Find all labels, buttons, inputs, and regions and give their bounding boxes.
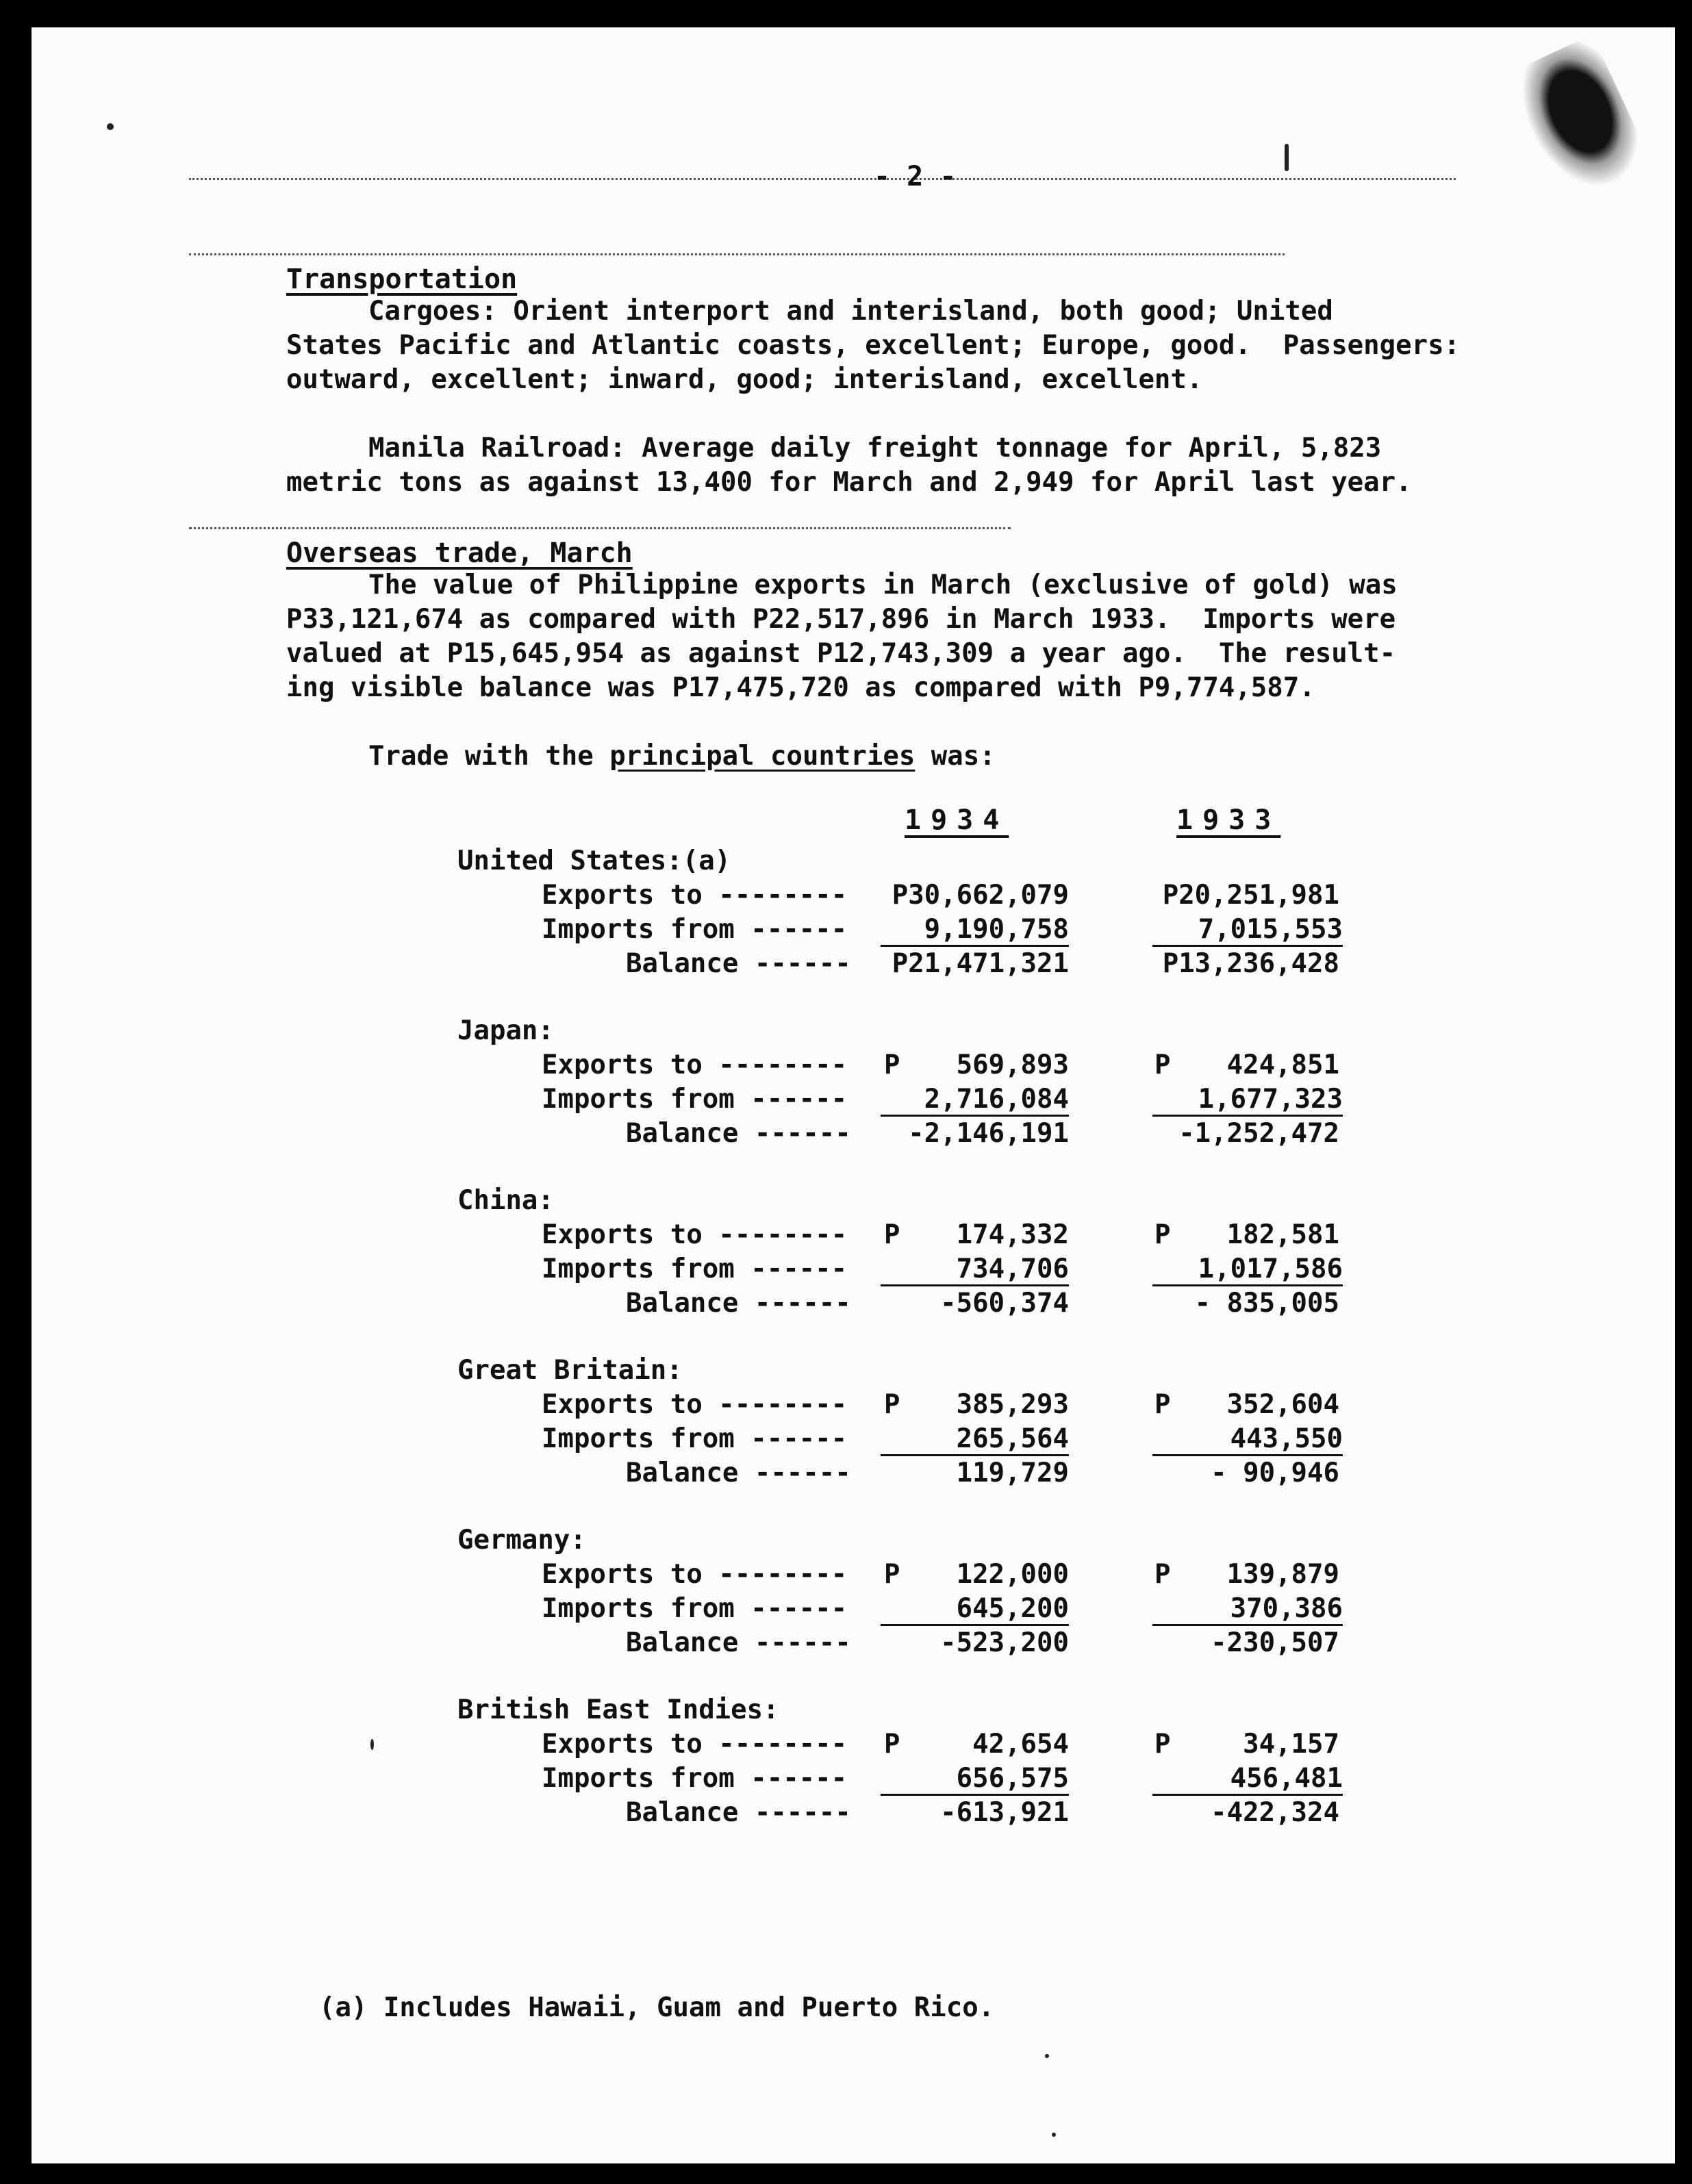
peso-sign-1933: P: [1154, 1389, 1171, 1420]
imports-1933: 1,677,323: [1152, 1084, 1343, 1117]
imports-label: Imports from ------: [542, 1084, 848, 1115]
peso-sign-1934: P: [884, 1729, 900, 1760]
cargoes-label: Cargoes:: [368, 296, 497, 327]
balance-label: Balance ------: [626, 1627, 851, 1658]
trade-intro-underlined: principal countries: [609, 741, 916, 772]
imports-1933: 370,386: [1152, 1593, 1343, 1626]
balance-label: Balance ------: [626, 1458, 851, 1488]
balance-label: Balance ------: [626, 1118, 851, 1149]
exports-1933: 139,879: [1226, 1559, 1339, 1590]
imports-1933: 456,481: [1152, 1763, 1343, 1796]
peso-sign-1934: P: [884, 1559, 900, 1590]
exports-1934: 174,332: [956, 1219, 1069, 1250]
overseas-line-1: The value of Philippine exports in March (exclusive of gold) was: [368, 570, 1398, 600]
imports-label: Imports from ------: [542, 1593, 848, 1624]
bleed-through-rule: [189, 253, 1285, 255]
railroad-line-1: Manila Railroad: Average daily freight tonnage for April, 5,823: [368, 433, 1382, 464]
balance-1934: P21,471,321: [892, 948, 1069, 979]
exports-1934: 385,293: [956, 1389, 1069, 1420]
balance-1934: -613,921: [940, 1797, 1069, 1828]
exports-1933: 424,851: [1226, 1050, 1339, 1080]
exports-1933: 352,604: [1226, 1389, 1339, 1420]
balance-1934: -523,200: [940, 1627, 1069, 1658]
balance-1933: -230,507: [1211, 1627, 1339, 1658]
exports-label: Exports to --------: [542, 1729, 848, 1760]
speck: [1285, 144, 1289, 171]
exports-1934: 569,893: [956, 1050, 1069, 1080]
country-name: Germany:: [457, 1525, 586, 1556]
speck: [107, 123, 114, 130]
balance-1933: - 90,946: [1211, 1458, 1339, 1488]
peso-sign-1934: P: [884, 1050, 900, 1080]
peso-sign-1933: P: [1154, 1219, 1171, 1250]
exports-label: Exports to --------: [542, 1559, 848, 1590]
exports-1933: 182,581: [1226, 1219, 1339, 1250]
cargoes-line-2: States Pacific and Atlantic coasts, excellent; Europe, good. Passengers:: [286, 330, 1461, 361]
balance-1933: -422,324: [1211, 1797, 1339, 1828]
imports-1934: 645,200: [881, 1593, 1069, 1626]
peso-sign-1933: P: [1154, 1050, 1171, 1080]
peso-sign-1933: P: [1154, 1729, 1171, 1760]
imports-label: Imports from ------: [542, 1423, 848, 1454]
balance-1934: -2,146,191: [908, 1118, 1069, 1149]
trade-intro-pre: Trade with the: [368, 741, 610, 772]
footnote: (a) Includes Hawaii, Guam and Puerto Rico.: [319, 1992, 995, 2023]
exports-label: Exports to --------: [542, 1219, 848, 1250]
exports-label: Exports to --------: [542, 880, 848, 911]
peso-sign-1933: P: [1154, 1559, 1171, 1590]
overseas-heading: Overseas trade, March: [286, 537, 633, 569]
imports-1933: 1,017,586: [1152, 1254, 1343, 1286]
cargoes-text: Orient interport and interisland, both good; United: [496, 296, 1333, 327]
imports-1934: 9,190,758: [881, 914, 1069, 947]
exports-1933: P20,251,981: [1162, 880, 1339, 911]
balance-label: Balance ------: [626, 948, 851, 979]
country-name: China:: [457, 1185, 554, 1216]
overseas-line-4: ing visible balance was P17,475,720 as compared with P9,774,587.: [286, 672, 1315, 703]
cargoes-line-3: outward, excellent; inward, good; interisland, excellent.: [286, 364, 1203, 395]
imports-1933: 443,550: [1152, 1423, 1343, 1456]
imports-1933: 7,015,553: [1152, 914, 1343, 947]
balance-1933: - 835,005: [1194, 1288, 1339, 1319]
balance-1934: -560,374: [940, 1288, 1069, 1319]
speck: [370, 1739, 374, 1750]
imports-label: Imports from ------: [542, 914, 848, 945]
transportation-heading: Transportation: [286, 264, 518, 295]
exports-1934: P30,662,079: [892, 880, 1069, 911]
bleed-through-rule: [189, 178, 1456, 180]
exports-label: Exports to --------: [542, 1389, 848, 1420]
imports-label: Imports from ------: [542, 1254, 848, 1284]
page-number: - 2 -: [874, 161, 957, 192]
balance-1934: 119,729: [956, 1458, 1069, 1488]
balance-label: Balance ------: [626, 1797, 851, 1828]
exports-label: Exports to --------: [542, 1050, 848, 1080]
bleed-through-rule: [189, 527, 1011, 529]
exports-1933: 34,157: [1243, 1729, 1339, 1760]
ink-blot: [1505, 34, 1653, 205]
imports-1934: 734,706: [881, 1254, 1069, 1286]
country-name: British East Indies:: [457, 1694, 779, 1725]
year-1934-header: 1934: [905, 804, 1009, 836]
document-page: [31, 27, 1675, 2163]
overseas-line-2: P33,121,674 as compared with P22,517,896 in March 1933. Imports were: [286, 604, 1396, 635]
imports-label: Imports from ------: [542, 1763, 848, 1794]
exports-1934: 122,000: [956, 1559, 1069, 1590]
speck: [1045, 2054, 1049, 2058]
exports-1934: 42,654: [972, 1729, 1069, 1760]
country-name: Japan:: [457, 1015, 554, 1046]
imports-1934: 656,575: [881, 1763, 1069, 1796]
year-1933-header: 1933: [1176, 804, 1281, 836]
balance-1933: -1,252,472: [1178, 1118, 1339, 1149]
balance-label: Balance ------: [626, 1288, 851, 1319]
cargoes-line-1: [368, 294, 1333, 329]
peso-sign-1934: P: [884, 1389, 900, 1420]
railroad-line-2: metric tons as against 13,400 for March and 2,949 for April last year.: [286, 467, 1412, 498]
trade-intro-post: was:: [915, 741, 996, 772]
balance-1933: P13,236,428: [1162, 948, 1339, 979]
imports-1934: 2,716,084: [881, 1084, 1069, 1117]
country-name: Great Britain:: [457, 1355, 683, 1386]
overseas-line-3: valued at P15,645,954 as against P12,743,309 a year ago. The result-: [286, 638, 1396, 669]
country-name: United States:(a): [457, 846, 731, 876]
peso-sign-1934: P: [884, 1219, 900, 1250]
trade-intro: [368, 739, 996, 774]
speck: [1052, 2133, 1056, 2137]
imports-1934: 265,564: [881, 1423, 1069, 1456]
